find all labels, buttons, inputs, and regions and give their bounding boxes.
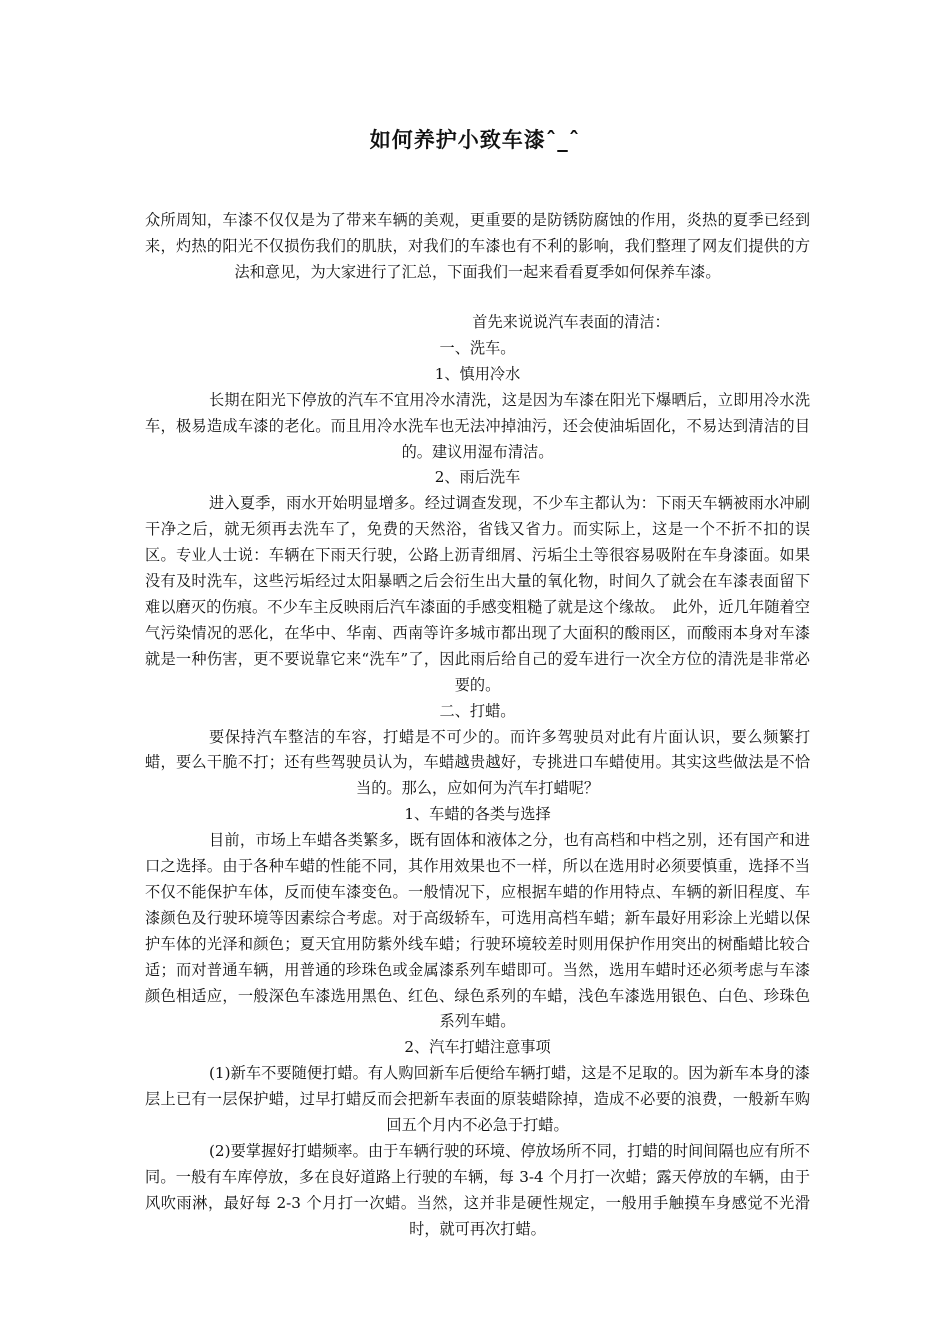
lead-line: 首先来说说汽车表面的清洁： xyxy=(472,313,670,331)
subheading-after-rain: 2、雨后洗车 xyxy=(434,468,521,487)
paragraph-wax-note-1: (1)新车不要随便打蜡。有人购回新车后便给车辆打蜡，这是不足取的。因为新车本身的漆层上已有一层保护蜡，过早打蜡反而会把新车表面的原装蜡除掉，造成不必要的浪费，一般新车购回五个月内不必急于打蜡。 xyxy=(145,1064,810,1135)
subheading-wax-types: 1、车蜡的各类与选择 xyxy=(404,805,551,824)
paragraph-wax-types: 目前，市场上车蜡各类繁多，既有固体和液体之分，也有高档和中档之别，还有国产和进口之选择。由于各种车蜡的性能不同，其作用效果也不一样，所以在选用时必须要慎重，选择不当不仅不能保护车体，反而使车漆变色。一般情况下，应根据车蜡的作用特点、车辆的新旧程度、车漆颜色及行驶环境等因素综合考虑。对于高级轿车，可选用高档车蜡；新车最好用彩涂上光蜡以保护车体的光泽和颜色；夏天宜用防紫外线车蜡；行驶环境较差时则用保护作用突出的树酯蜡比较合适；而对普通车辆，用普通的珍珠色或金属漆系列车蜡即可。当然，选用车蜡时还必须考虑与车漆颜色相适应，一般深色车漆选用黑色、红色、绿色系列的车蜡，浅色车漆选用银色、白色、珍珠色系列车蜡。 xyxy=(145,831,810,1031)
paragraph-after-rain: 进入夏季，雨水开始明显增多。经过调查发现，不少车主都认为：下雨天车辆被雨水冲刷干净之后，就无须再去洗车了，免费的天然浴，省钱又省力。而实际上，这是一个不折不扣的误区。专业人士说：车辆在下雨天行驶，公路上沥青细屑、污垢尘土等很容易吸附在车身漆面。如果没有及时洗车，这些污垢经过太阳暴晒之后会衍生出大量的氧化物，时间久了就会在车漆表面留下难以磨灭的伤痕。不少车主反映雨后汽车漆面的手感变粗糙了就是这个缘故。 此外，近几年随着空气污染情况的恶化，在华中、华南、西南等许多城市都出现了大面积的酸雨区，而酸雨本身对车漆就是一种伤害，更不要说靠它来“洗车”了，因此雨后给自己的爱车进行一次全方位的清洗是非常必要的。 xyxy=(145,494,810,694)
intro-paragraph: 众所周知，车漆不仅仅是为了带来车辆的美观，更重要的是防锈防腐蚀的作用，炎热的夏季已经到来，灼热的阳光不仅损伤我们的肌肤，对我们的车漆也有不利的影响，我们整理了网友们提供的方法和意见，为大家进行了汇总，下面我们一起来看看夏季如何保养车漆。 xyxy=(145,211,810,281)
section-heading-wash: 一、洗车。 xyxy=(439,338,516,357)
paragraph-cold-water: 长期在阳光下停放的汽车不宜用冷水清洗，这是因为车漆在阳光下爆晒后，立即用冷水洗车，极易造成车漆的老化。而且用冷水洗车也无法冲掉油污，还会使油垢固化，不易达到清洁的目的。建议用湿布清洁。 xyxy=(145,390,810,461)
paragraph-wax-note-2: (2)要掌握好打蜡频率。由于车辆行驶的环境、停放场所不同，打蜡的时间间隔也应有所不同。一般有车库停放，多在良好道路上行驶的车辆，每 3-4 个月打一次蜡；露天停放的车辆，由于风吹雨淋，最好每 2-3 个月打一次蜡。当然，这并非是硬性规定，一般用手触摸车身感觉不光滑时，就可再次打蜡。 xyxy=(145,1142,810,1238)
subheading-cold-water: 1、慎用冷水 xyxy=(434,364,521,383)
document-title: 如何养护小致车漆ˆ_ˆ xyxy=(369,128,581,152)
document-body xyxy=(145,310,810,1243)
paragraph-wax-intro: 要保持汽车整洁的车容，打蜡是不可少的。而许多驾驶员对此有片面认识，要么频繁打蜡，要么干脆不打；还有些驾驶员认为，车蜡越贵越好，专挑进口车蜡使用。其实这些做法是不恰当的。那么，应如何为汽车打蜡呢？ xyxy=(145,727,810,798)
section-heading-wax: 二、打蜡。 xyxy=(439,701,516,720)
subheading-wax-notes: 2、汽车打蜡注意事项 xyxy=(404,1038,551,1057)
